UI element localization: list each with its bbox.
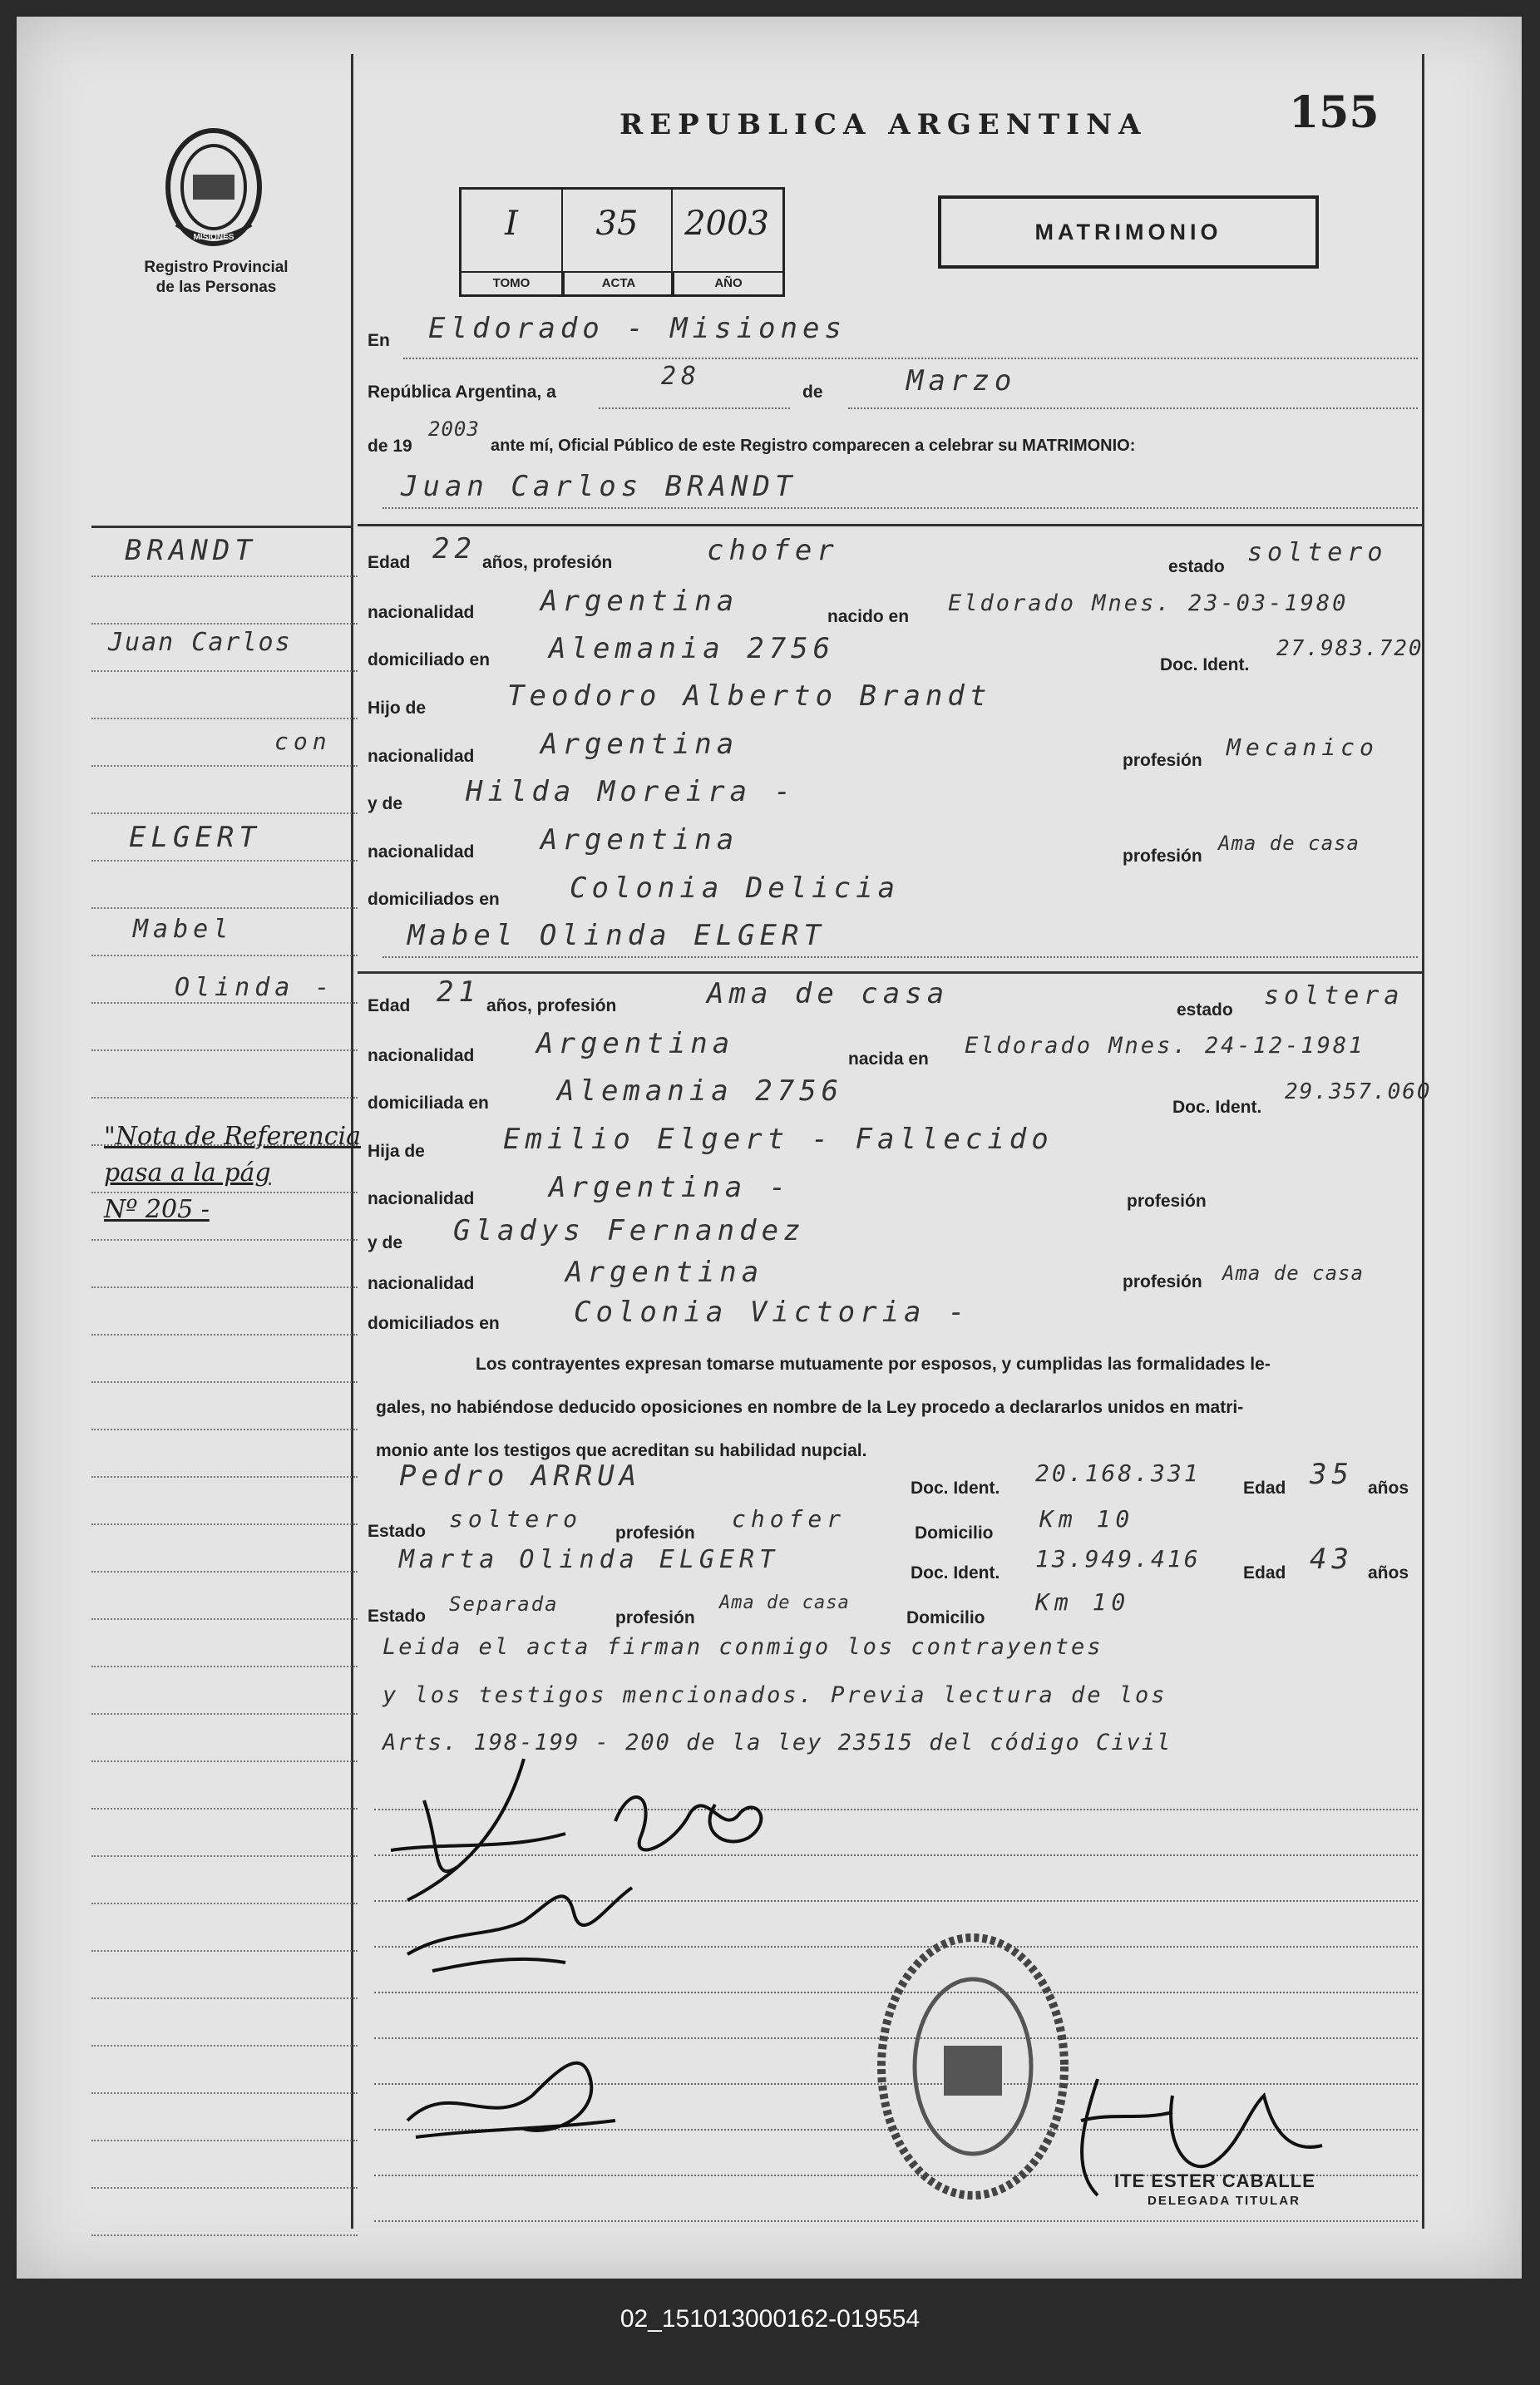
right-rule (1422, 54, 1424, 2229)
bride-mother-prof-label: profesión (1123, 1272, 1202, 1291)
registry-line-1: Registro Provincial (144, 259, 289, 276)
groom-mother: Hilda Moreira - (466, 775, 797, 808)
witness1-profession: chofer (732, 1505, 847, 1533)
ano-caption: AÑO (673, 273, 782, 294)
registry-line-2: de las Personas (155, 279, 277, 296)
bride-estado-label: estado (1177, 1000, 1233, 1020)
margin-surname-bride: ELGERT (129, 821, 261, 854)
witness2-doc: 13.949.416 (1035, 1545, 1201, 1573)
statement: ante mí, Oficial Público de este Registro comparecen a celebrar su MATRIMONIO: (491, 437, 1136, 455)
margin-surname-groom: BRANDT (125, 534, 257, 567)
groom-father-prof: Mecanico (1227, 733, 1379, 761)
margin-rule (91, 860, 358, 862)
bride-nationality: Argentina (536, 1027, 735, 1060)
margin-rule (91, 1950, 358, 1952)
bride-doc-label: Doc. Ident. (1172, 1098, 1262, 1117)
margin-rule (91, 2187, 358, 2189)
bride-mother-nat-label: nacionalidad (368, 1274, 475, 1293)
margin-rule (91, 1334, 358, 1336)
groom-mother-nat: Argentina (540, 823, 739, 857)
place-line (403, 358, 1418, 359)
closing-line-1: Leida el acta firman conmigo los contrayentes (383, 1634, 1103, 1660)
bride-dom-label: domiciliada en (368, 1094, 489, 1113)
closing-line-3: Arts. 198-199 - 200 de la ley 23515 del código Civil (383, 1730, 1172, 1755)
declaration-line-3: monio ante los testigos que acreditan su habilidad nupcial. (376, 1441, 867, 1460)
tomo-value: I (505, 205, 518, 243)
groom-anos-label: años, profesión (482, 553, 613, 572)
margin-rule (91, 2140, 358, 2141)
witness2-profession: Ama de casa (719, 1592, 850, 1613)
bride-doc: 29.357.060 (1285, 1079, 1432, 1104)
margin-rule (91, 1476, 358, 1478)
margin-rule (91, 1666, 358, 1667)
groom-father-label: Hijo de (368, 699, 427, 718)
witness1-anos: años (1368, 1479, 1409, 1498)
signature-witness2-icon (391, 2029, 640, 2154)
witness1-prof-label: profesión (615, 1523, 695, 1543)
provincial-seal-icon (160, 116, 268, 249)
groom-father-prof-label: profesión (1123, 751, 1202, 770)
record-type-box: MATRIMONIO (938, 195, 1319, 269)
groom-parents-dom: Colonia Delicia (570, 872, 901, 905)
witness1-doc-label: Doc. Ident. (911, 1479, 1000, 1498)
margin-rule (91, 1618, 358, 1620)
bride-father-label: Hija de (368, 1142, 425, 1161)
margin-rule (91, 718, 358, 719)
document-page (17, 17, 1522, 2279)
record-number-table (459, 187, 785, 297)
groom-separator (358, 524, 1424, 526)
folio-number: 155 (1289, 87, 1380, 138)
bride-name: Mabel Olinda ELGERT (407, 919, 826, 952)
bride-parents-dom-label: domiciliados en (368, 1314, 500, 1333)
groom-edad-label: Edad (368, 553, 411, 572)
table-captions (462, 271, 782, 294)
groom-dom-label: domiciliado en (368, 650, 491, 669)
ano-value: 2003 (684, 205, 769, 243)
bride-born: Eldorado Mnes. 24-12-1981 (965, 1033, 1365, 1059)
groom-mother-nat-label: nacionalidad (368, 842, 475, 862)
margin-rule (91, 1049, 358, 1051)
margin-note-line-2: pasa a la pág (104, 1158, 271, 1188)
day-line (599, 407, 790, 409)
margin-con: con (274, 728, 332, 755)
groom-profession: chofer (707, 534, 839, 567)
witness1-age: 35 (1310, 1458, 1354, 1491)
bride-age: 21 (437, 975, 481, 1009)
margin-rule (91, 1855, 358, 1857)
groom-age: 22 (432, 532, 476, 565)
footer-id: 02_151013000162-019554 (619, 2305, 921, 2333)
bride-mother-prof: Ama de casa (1222, 1262, 1364, 1285)
margin-rule (91, 2092, 358, 2094)
witness1-dom-label: Domicilio (915, 1523, 994, 1543)
groom-born-label: nacido en (827, 607, 910, 626)
witness1-doc: 20.168.331 (1035, 1459, 1201, 1487)
month-value: Marzo (906, 364, 1017, 398)
margin-rule (91, 765, 358, 767)
witness1-name: Pedro ARRUA (399, 1459, 642, 1493)
margin-rule (91, 1239, 358, 1241)
bride-profession: Ama de casa (707, 977, 950, 1010)
margin-rule (91, 1097, 358, 1099)
place-value: Eldorado - Misiones (428, 312, 847, 345)
witness2-address: Km 10 (1035, 1588, 1131, 1616)
groom-father-nat: Argentina (540, 728, 739, 761)
groom-doc-label: Doc. Ident. (1160, 655, 1250, 674)
groom-mother-label: y de (368, 794, 403, 813)
margin-rule (91, 1997, 358, 1999)
witness2-age: 43 (1310, 1543, 1354, 1576)
bride-father-nat-label: nacionalidad (368, 1189, 475, 1208)
witness2-name: Marta Olinda ELGERT (399, 1545, 780, 1574)
witness1-address: Km 10 (1039, 1505, 1135, 1533)
bride-father: Emilio Elgert - Fallecido (503, 1123, 1054, 1156)
groom-father: Teodoro Alberto Brandt (507, 679, 992, 713)
groom-parents-dom-label: domiciliados en (368, 890, 500, 909)
margin-given-bride-2: Olinda - (175, 973, 335, 1002)
month-line (848, 407, 1418, 409)
margin-rule (91, 1903, 358, 1904)
bride-address: Alemania 2756 (557, 1074, 844, 1108)
margin-note-line-1: "Nota de Referencia (104, 1122, 361, 1151)
witness2-doc-label: Doc. Ident. (911, 1563, 1000, 1583)
bride-father-nat: Argentina - (549, 1171, 792, 1204)
margin-given-bride-1: Mabel (133, 915, 234, 944)
witness2-dom-label: Domicilio (906, 1608, 985, 1627)
margin-rule (91, 955, 358, 956)
officer-stamp-name: ITE ESTER CABALLE (1114, 2170, 1315, 2191)
year-prefix: de 19 (368, 437, 412, 456)
margin-note (104, 1118, 361, 1228)
groom-nationality: Argentina (540, 585, 739, 618)
bride-nac-label: nacionalidad (368, 1046, 475, 1065)
margin-note-line-3: Nº 205 - (104, 1195, 210, 1224)
margin-rule (91, 1713, 358, 1715)
margin-rule (91, 1808, 358, 1810)
de-label: de (802, 383, 823, 402)
registry-name (125, 258, 308, 298)
witness2-estado: Separada (449, 1592, 559, 1616)
margin-rule (91, 1429, 358, 1430)
margin-rule (91, 1381, 358, 1383)
bride-edad-label: Edad (368, 996, 411, 1015)
republic-label: República Argentina, a (368, 383, 556, 402)
bride-mother-label: y de (368, 1233, 403, 1252)
witness1-edad-label: Edad (1243, 1479, 1286, 1498)
acta-caption: ACTA (563, 273, 673, 294)
margin-separator (91, 526, 351, 528)
margin-given-groom: Juan Carlos (108, 628, 292, 657)
witness1-estado-label: Estado (368, 1522, 427, 1541)
groom-address: Alemania 2756 (549, 632, 836, 665)
margin-rule (91, 907, 358, 909)
closing-line-2: y los testigos mencionados. Previa lectura de los (383, 1682, 1167, 1708)
day-value: 28 (661, 362, 702, 391)
bride-mother-nat: Argentina (565, 1256, 764, 1289)
bride-estado: soltera (1264, 981, 1404, 1010)
bride-separator (358, 971, 1424, 974)
groom-estado-label: estado (1168, 557, 1225, 576)
witness2-prof-label: profesión (615, 1608, 695, 1627)
signature-witness1-icon (399, 1871, 649, 1988)
acta-value: 35 (595, 205, 639, 243)
groom-father-nat-label: nacionalidad (368, 747, 475, 766)
en-label: En (368, 331, 390, 350)
declaration-line-2: gales, no habiéndose deducido oposiciones en nombre de la Ley procedo a declararlos unidos en matri- (376, 1398, 1244, 1417)
groom-nac-label: nacionalidad (368, 603, 475, 622)
margin-rule (91, 2234, 358, 2236)
bride-name-line (383, 956, 1418, 958)
bride-born-label: nacida en (848, 1049, 929, 1069)
country-title: REPUBLICA ARGENTINA (619, 108, 1148, 141)
margin-rule (91, 1286, 358, 1288)
declaration-text (376, 1343, 1432, 1473)
witness2-estado-label: Estado (368, 1607, 427, 1626)
bride-father-prof-label: profesión (1127, 1192, 1207, 1211)
groom-born: Eldorado Mnes. 23-03-1980 (948, 590, 1349, 616)
year-value: 2003 (428, 417, 480, 441)
margin-rule (91, 623, 358, 625)
margin-rule (91, 1523, 358, 1525)
declaration-line-1: Los contrayentes expresan tomarse mutuamente por esposos, y cumplidas las formalidades le- (476, 1355, 1271, 1374)
groom-estado: soltero (1247, 538, 1388, 567)
officer-stamp-role: DELEGADA TITULAR (1148, 2194, 1301, 2208)
witness2-edad-label: Edad (1243, 1563, 1286, 1583)
bride-anos-label: años, profesión (486, 996, 617, 1015)
margin-rule (91, 1760, 358, 1762)
witness1-estado: soltero (449, 1505, 583, 1533)
witness2-anos: años (1368, 1563, 1409, 1583)
tomo-caption: TOMO (492, 276, 531, 290)
margin-rule (91, 670, 358, 672)
margin-rule (91, 1002, 358, 1004)
margin-rule (91, 2045, 358, 2047)
margin-rule (91, 1571, 358, 1573)
bride-parents-dom: Colonia Victoria - (574, 1296, 970, 1329)
margin-rule (91, 812, 358, 814)
groom-doc: 27.983.720 (1276, 636, 1424, 661)
groom-name: Juan Carlos BRANDT (401, 470, 797, 503)
groom-mother-prof: Ama de casa (1218, 832, 1360, 855)
margin-rule (91, 575, 358, 577)
bride-mother: Gladys Fernandez (453, 1214, 806, 1247)
groom-name-line (383, 507, 1418, 509)
seal-text: MISIONES (193, 233, 234, 242)
groom-mother-prof-label: profesión (1123, 847, 1202, 866)
